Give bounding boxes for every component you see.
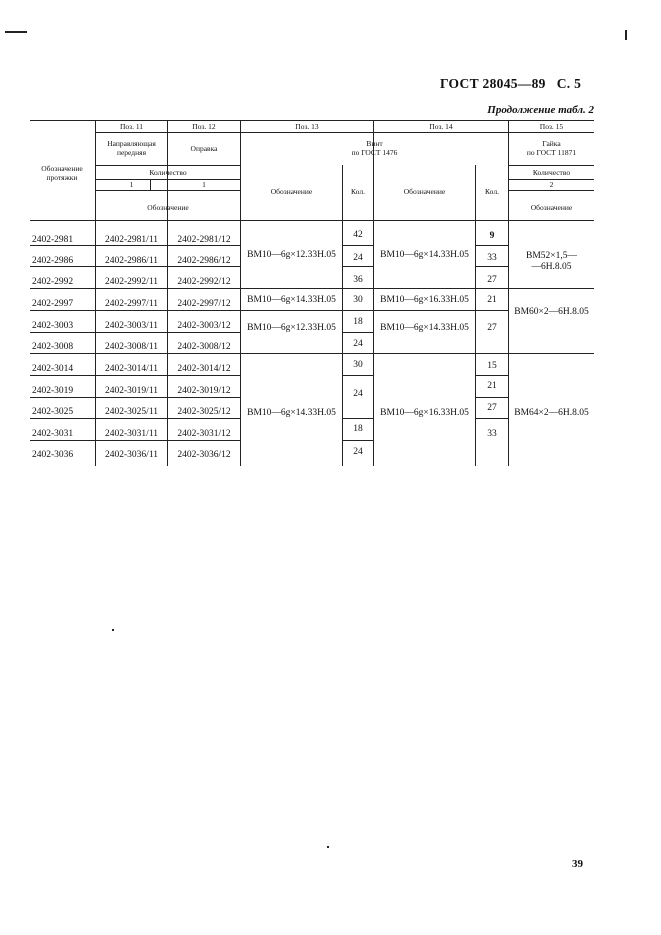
nut15-group3: ВМ64×2—6Н.8.05: [514, 408, 589, 418]
page-indicator: С. 5: [556, 76, 582, 91]
row-p11: 2402-3008/11: [105, 342, 158, 352]
header-oboz15: Обозначение: [530, 203, 573, 212]
header-quantity-right: Количество: [532, 168, 571, 177]
nut15-group1-line2: —6Н.8.05: [531, 262, 572, 272]
row-code: 2402-3014: [32, 364, 74, 374]
header-qty12: 1: [202, 180, 206, 189]
screw14-qty: 33: [487, 253, 497, 263]
row-code: 2402-3036: [32, 450, 74, 460]
header-qty15: 2: [549, 180, 554, 189]
screw13-qty: 36: [353, 275, 363, 285]
screw14-qty: 21: [487, 295, 497, 305]
row-code: 2402-3025: [32, 407, 74, 417]
row-code: 2402-2992: [32, 277, 74, 287]
row-p11: 2402-3036/11: [105, 450, 158, 460]
header-qty11: 1: [129, 180, 134, 189]
screw14-qty: 9: [489, 231, 495, 241]
row-p11: 2402-2981/11: [105, 235, 158, 245]
screw14-qty: 27: [487, 275, 497, 285]
header-poz11: Поз. 11: [119, 122, 144, 131]
row-p12: 2402-3019/12: [177, 386, 231, 396]
row-code: 2402-3008: [32, 342, 74, 352]
header-screw-std: по ГОСТ 1476: [351, 148, 398, 157]
screw14-qty: 15: [487, 361, 497, 371]
header-oboz14: Обозначение: [403, 187, 446, 196]
corner-tick: [625, 30, 627, 40]
screw13-group1: ВМ10—6g×12.33Н.05: [247, 250, 336, 260]
row-p11: 2402-3019/11: [105, 386, 158, 396]
header-nut: Гайка: [542, 139, 561, 148]
screw13-qty: 24: [353, 447, 363, 457]
screw13-qty: 24: [353, 253, 363, 263]
row-code: 2402-3031: [32, 429, 74, 439]
screw13-qty: 24: [353, 389, 363, 399]
row-p11: 2402-3003/11: [105, 321, 158, 331]
page-header: [440, 76, 600, 92]
header-quantity-left: Количество: [149, 168, 187, 177]
header-kol13: Кол.: [351, 187, 365, 196]
header-poz15: Поз. 15: [539, 122, 564, 131]
stray-dot: [112, 629, 114, 631]
header-mandrel: Оправка: [190, 144, 218, 153]
screw13-group4: ВМ10—6g×14.33Н.05: [247, 408, 336, 418]
row-p11: 2402-2992/11: [105, 277, 158, 287]
header-guide: Направляющая передняя: [107, 139, 156, 157]
screw13-qty: 18: [353, 317, 363, 327]
header-kol14: Кол.: [485, 187, 499, 196]
qty-tick: [150, 179, 151, 190]
row-p12: 2402-2992/12: [177, 277, 231, 287]
header-oboz13: Обозначение: [270, 187, 313, 196]
header-poz12: Поз. 12: [192, 122, 216, 131]
row-p11: 2402-2997/11: [105, 299, 158, 309]
row-p12: 2402-3025/12: [177, 407, 231, 417]
screw14-qty: 21: [487, 381, 497, 391]
row-p12: 2402-3003/12: [177, 321, 231, 331]
row-code: 2402-2981: [32, 235, 74, 245]
screw14-group1: ВМ10—6g×14.33Н.05: [380, 250, 469, 260]
screw14-qty: 33: [487, 429, 497, 439]
row-p12: 2402-2986/12: [177, 256, 231, 266]
row-p12: 2402-2981/12: [177, 235, 231, 245]
header-screw: Винт: [366, 139, 383, 148]
standard-number: ГОСТ 28045—89: [440, 76, 546, 91]
row-p12: 2402-3036/12: [177, 450, 231, 460]
screw14-group3: ВМ10—6g×14.33Н.05: [380, 323, 469, 333]
header-oboz: Обозначение: [147, 203, 189, 212]
row-code: 2402-2997: [32, 299, 74, 309]
screw13-qty: 42: [353, 230, 363, 240]
header-poz13: Поз. 13: [295, 122, 319, 131]
row-code: 2402-2986: [32, 256, 74, 266]
row-p11: 2402-3014/11: [105, 364, 158, 374]
row-p11: 2402-3025/11: [105, 407, 158, 417]
row-p12: 2402-3008/12: [177, 342, 231, 352]
row-p12: 2402-2997/12: [177, 299, 231, 309]
row-code: 2402-3019: [32, 386, 74, 396]
nut15-group2: ВМ60×2—6Н.8.05: [514, 307, 589, 317]
screw13-group3: ВМ10—6g×12.33Н.05: [247, 323, 336, 333]
stray-dot: [327, 846, 329, 848]
screw14-qty: 27: [487, 403, 497, 413]
screw14-group4: ВМ10—6g×16.33Н.05: [380, 408, 469, 418]
nut15-group1-line1: ВМ52×1,5—: [525, 251, 578, 261]
page-number: 39: [572, 858, 583, 870]
row-code: 2402-3003: [32, 321, 74, 331]
corner-mark: [5, 31, 27, 33]
screw14-qty: 27: [487, 323, 497, 333]
table-continuation: Продолжение табл. 2: [487, 104, 594, 116]
header-poz14: Поз. 14: [429, 122, 453, 131]
row-p11: 2402-2986/11: [105, 256, 158, 266]
screw13-qty: 24: [353, 339, 363, 349]
row-p11: 2402-3031/11: [105, 429, 158, 439]
screw13-qty: 18: [353, 424, 363, 434]
row-p12: 2402-3031/12: [177, 429, 231, 439]
screw14-group2: ВМ10—6g×16.33Н.05: [380, 295, 469, 305]
screw13-qty: 30: [353, 360, 363, 370]
screw13-group2: ВМ10—6g×14.33Н.05: [247, 295, 336, 305]
row-p12: 2402-3014/12: [177, 364, 231, 374]
header-designation: Обозначение протяжки: [41, 164, 83, 182]
header-nut-std: по ГОСТ 11871: [526, 148, 577, 157]
screw13-qty: 30: [353, 295, 363, 305]
